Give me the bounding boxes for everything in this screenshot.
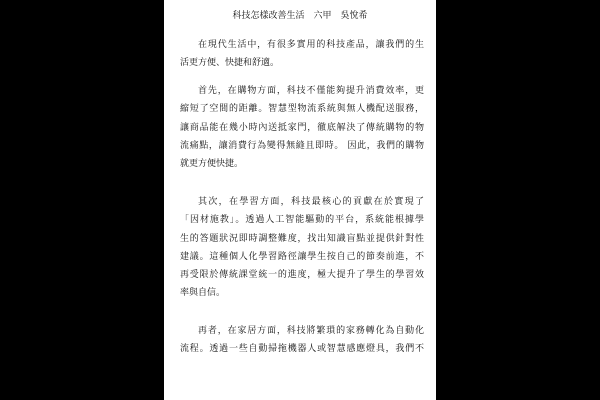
- text-line: 流痛點，讓消費行為變得無縫且即時。 因此，我們的購物: [180, 140, 424, 151]
- text-line: 縮短了空間的距離。智慧型物流系統與無人機配送服務，: [180, 104, 424, 115]
- paragraph-shopping: [180, 82, 424, 173]
- document-page: [164, 0, 436, 400]
- text-line: 首先，在購物方面，科技不僅能夠提升消費效率，更: [198, 86, 424, 96]
- text-line: 率與自信。: [180, 288, 226, 299]
- text-line: 再者，在家居方面，科技將繁瑣的家務轉化為自動化: [198, 326, 424, 336]
- text-line: 就更方便快捷。: [180, 159, 244, 170]
- text-line: 在現代生活中，有很多實用的科技產品，讓我們的生: [198, 40, 424, 50]
- text-line: 再受限於傳統課堂統一的進度，極大提升了學生的學習效: [180, 270, 424, 281]
- text-line: 讓商品能在幾小時內送抵家門，徹底解決了傳統購物的物: [180, 122, 424, 133]
- text-line: 流程。透過一些自動掃拖機器人或智慧感應燈具，我們不: [180, 344, 424, 355]
- text-line: 「因材施教」。透過人工智能驅動的平台，系統能根據學: [180, 215, 424, 226]
- text-line: 活更方便、快捷和舒適。: [180, 58, 280, 69]
- document-title: 科技怎樣改善生活 六甲 吳悅希: [232, 11, 368, 21]
- text-line: 其次，在學習方面，科技最核心的貢獻在於實現了: [198, 197, 424, 207]
- text-line: 生的答題狀況即時調整難度，找出知識盲點並提供針對性: [180, 233, 424, 244]
- text-line: 建議。這種個人化學習路徑讓學生按自己的節奏前進，不: [180, 251, 424, 262]
- paragraph-learning: [180, 193, 424, 303]
- paragraph-intro: [180, 36, 424, 73]
- paragraph-home: [180, 322, 424, 359]
